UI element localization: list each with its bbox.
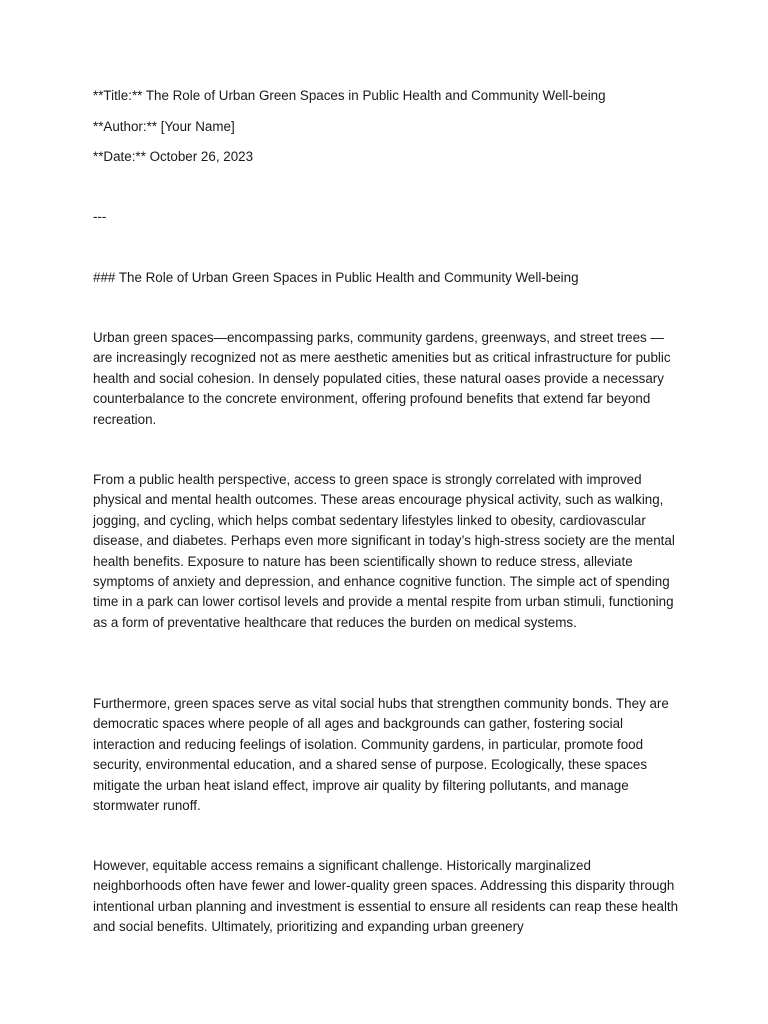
section-heading: ### The Role of Urban Green Spaces in Public Health and Community Well-being (93, 270, 579, 285)
divider-line: --- (93, 209, 107, 224)
title-line: **Title:** The Role of Urban Green Spaces in Public Health and Community Well-being (93, 88, 606, 103)
paragraph: From a public health perspective, access to green space is strongly correlated with improved physical and mental health outcomes. These areas encourage physical activity, such as walking, jogging, and cycling, which helps combat sedentary lifestyles linked to obesity, cardiovascular disease, and diabetes. Perhaps even more significant in today’s high-stress society are the mental health benefits. Exposure to nature has been scientifically shown to reduce stress, alleviate symptoms of anxiety and depression, and enhance cognitive function. The simple act of spending time in a park can lower cortisol levels and provide a mental respite from urban stimuli, functioning as a form of preventative healthcare that reduces the burden on medical systems. (93, 472, 675, 630)
paragraph: Furthermore, green spaces serve as vital social hubs that strengthen community bonds. They are democratic spaces where people of all ages and backgrounds can gather, fostering social interaction and reducing feelings of isolation. Community gardens, in particular, promote food security, environmental education, and a shared sense of purpose. Ecologically, these spaces mitigate the urban heat island effect, improve air quality by filtering pollutants, and manage stormwater runoff. (93, 696, 669, 814)
date-line: **Date:** October 26, 2023 (93, 149, 254, 164)
paragraph: However, equitable access remains a significant challenge. Historically marginalized neighborhoods often have fewer and lower-quality green spaces. Addressing this disparity through intentional urban planning and investment is essential to ensure all residents can reap these health and social benefits. Ultimately, prioritizing and expanding urban greenery (93, 858, 679, 935)
author-line: **Author:** [Your Name] (93, 119, 235, 134)
paragraph: Urban green spaces—encompassing parks, community gardens, greenways, and street trees —are increasingly recognized not as mere aesthetic amenities but as critical infrastructure for public health and social cohesion. In densely populated cities, these natural oases provide a necessary counterbalance to the concrete environment, offering profound benefits that extend far beyond recreation. (93, 330, 671, 427)
